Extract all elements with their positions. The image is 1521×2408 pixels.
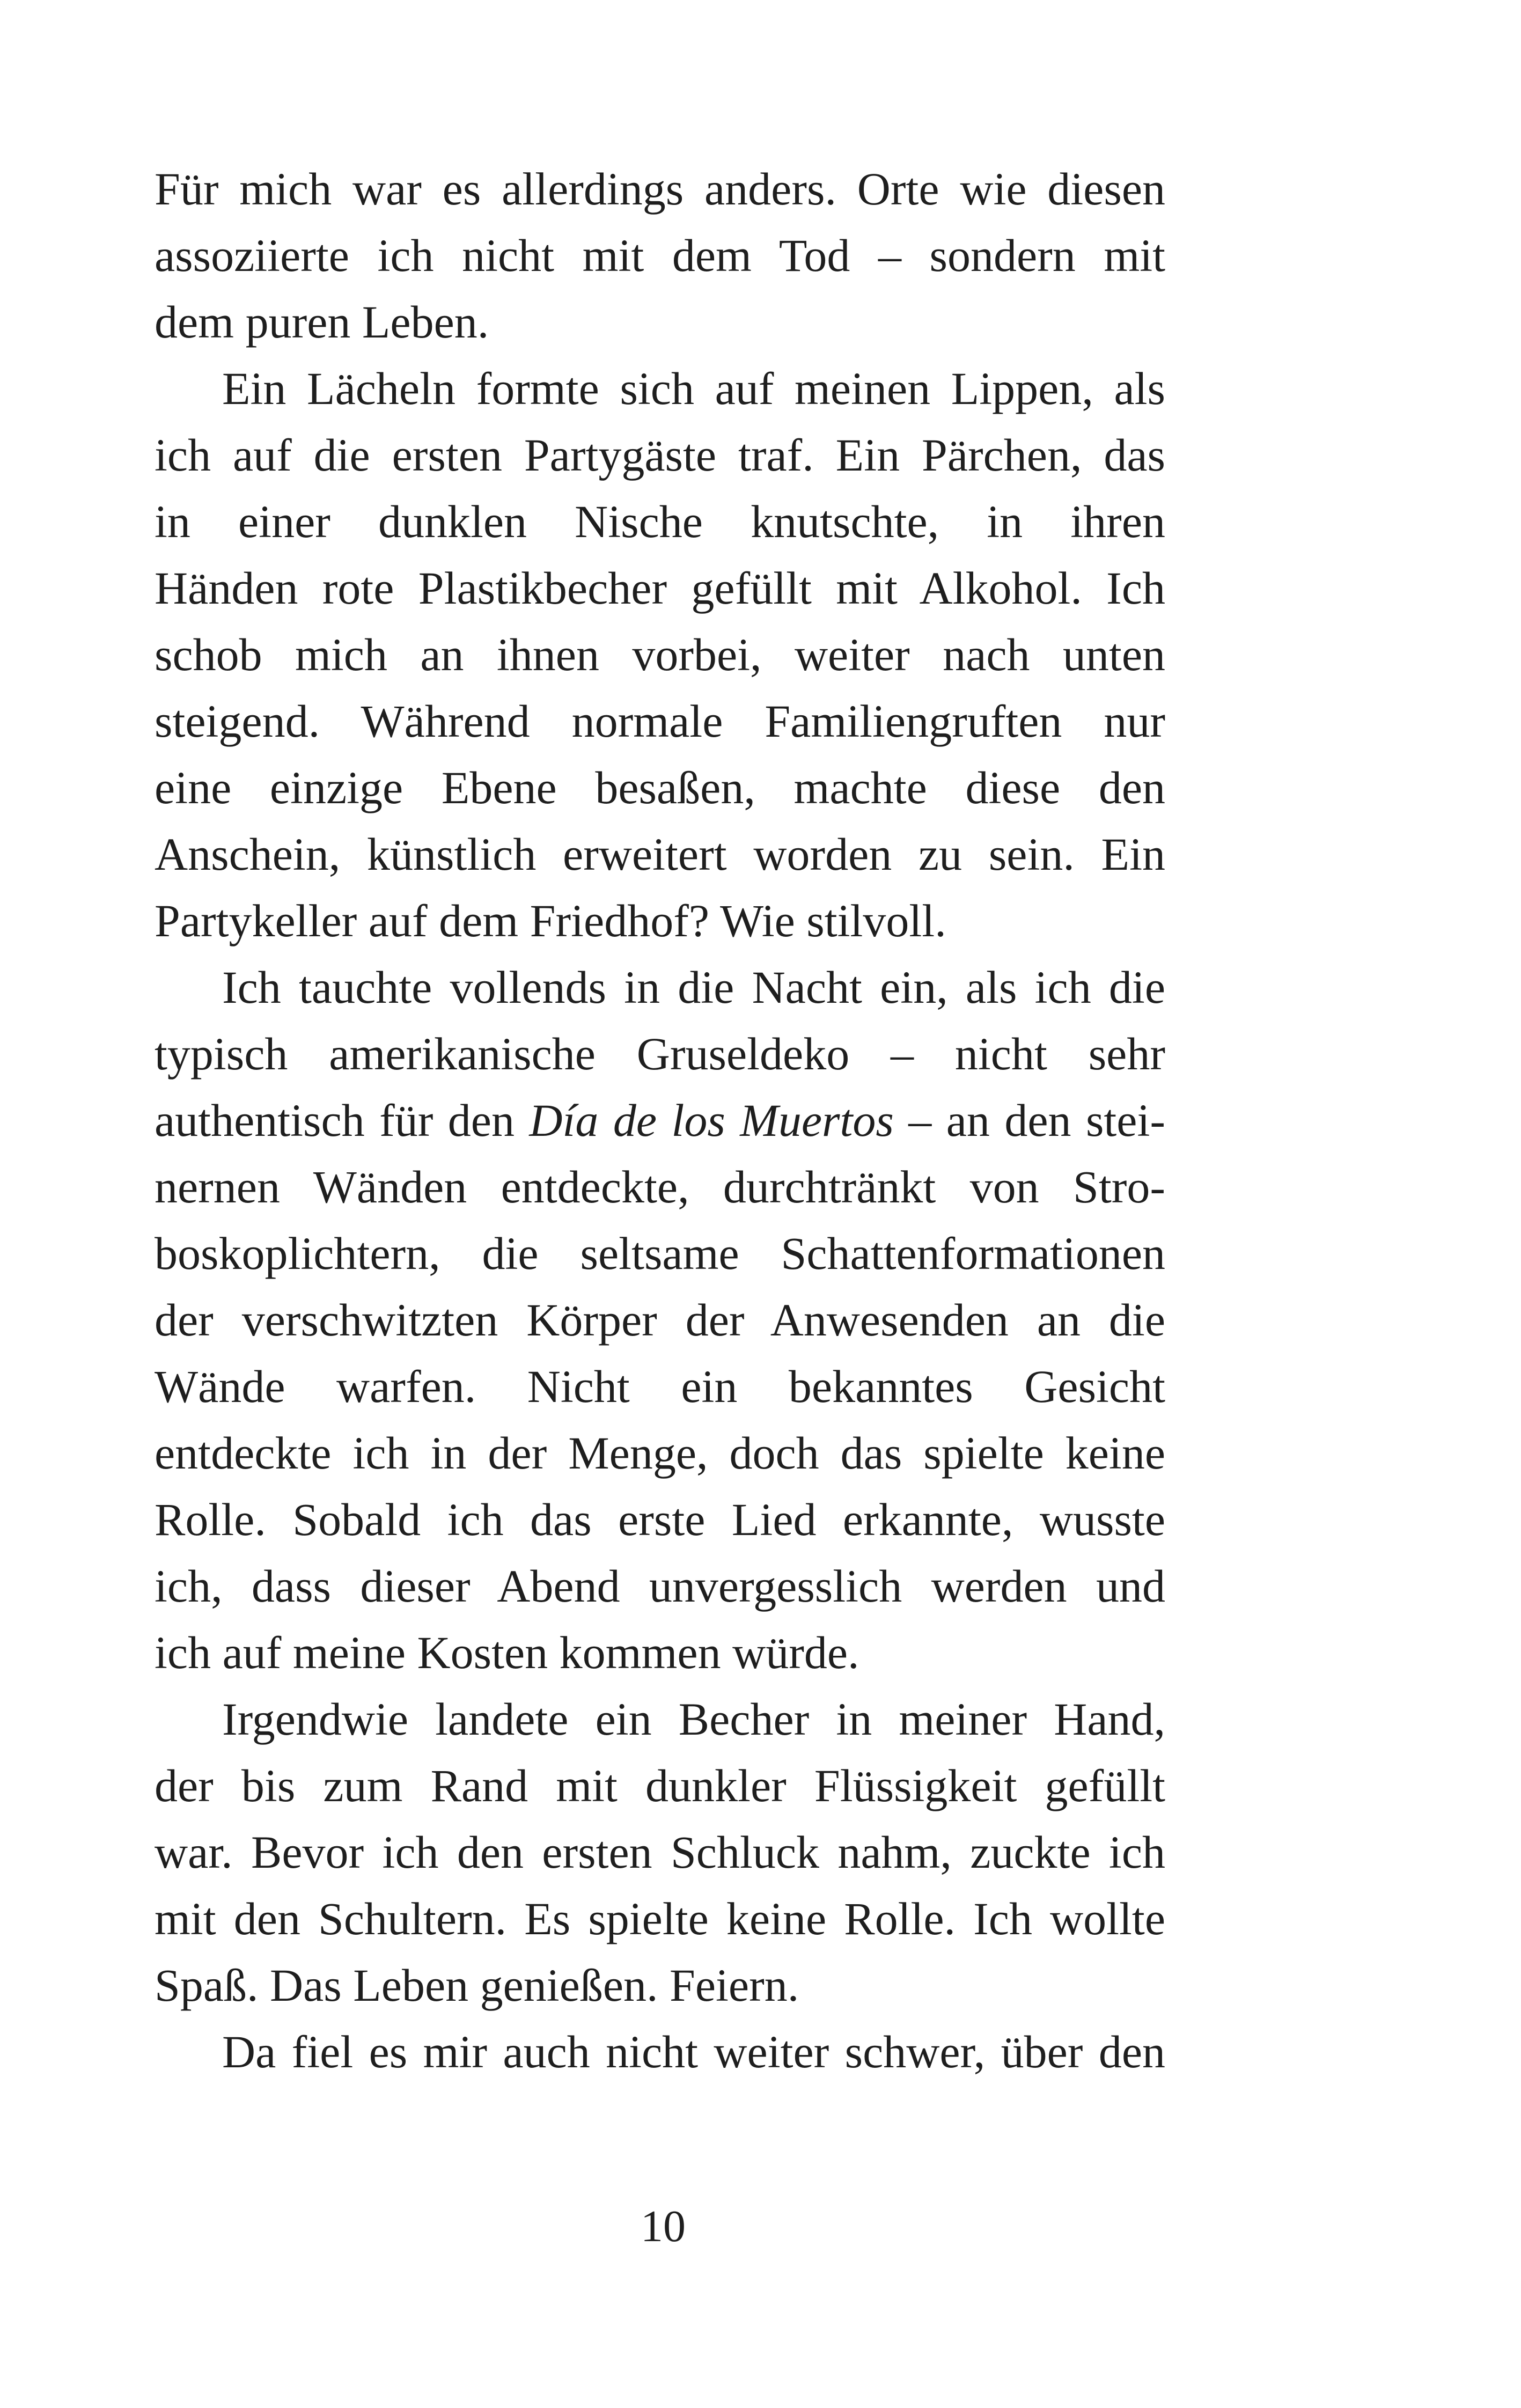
text-line: dem puren Leben.	[155, 296, 489, 348]
text-line: mit den Schultern. Es spielte keine Rolle. Ich wollte	[155, 1893, 1165, 1944]
text-line: ich auf die ersten Partygäste traf. Ein Pärchen, das	[155, 429, 1165, 481]
text-line: der verschwitzten Körper der Anwesenden an die	[155, 1294, 1165, 1346]
text-line: typisch amerikanische Gruseldeko – nicht sehr	[155, 1028, 1165, 1080]
text-line: Ein Lächeln formte sich auf meinen Lippen, als	[222, 363, 1165, 414]
text-line: ich, dass dieser Abend unvergesslich werden und	[155, 1560, 1165, 1612]
text-line: Händen rote Plastikbecher gefüllt mit Alkohol. Ich	[155, 562, 1165, 614]
text-line: entdeckte ich in der Menge, doch das spielte keine	[155, 1427, 1165, 1479]
text-line: der bis zum Rand mit dunkler Flüssigkeit gefüllt	[155, 1760, 1165, 1811]
text-line: eine einzige Ebene besaßen, machte diese den	[155, 762, 1165, 813]
text-line	[155, 1087, 1165, 1154]
text-line: Anschein, künstlich erweitert worden zu sein. Ein	[155, 828, 1165, 880]
text-line: Da fiel es mir auch nicht weiter schwer, über den	[222, 2026, 1165, 2077]
body-text	[155, 156, 1165, 2085]
text-line: war. Bevor ich den ersten Schluck nahm, zuckte ich	[155, 1826, 1165, 1878]
text-line: ich auf meine Kosten kommen würde.	[155, 1627, 859, 1678]
text-line: boskoplichtern, die seltsame Schattenformationen	[155, 1228, 1165, 1279]
text-line: Rolle. Sobald ich das erste Lied erkannte, wusste	[155, 1494, 1165, 1545]
text-line: schob mich an ihnen vorbei, weiter nach unten	[155, 629, 1165, 680]
text-line: Für mich war es allerdings anders. Orte wie diesen	[155, 163, 1165, 215]
text-line: Partykeller auf dem Friedhof? Wie stilvoll.	[155, 895, 946, 946]
text-line: Wände warfen. Nicht ein bekanntes Gesicht	[155, 1361, 1165, 1412]
text-line: in einer dunklen Nische knutschte, in ihren	[155, 496, 1165, 547]
text-line: steigend. Während normale Familiengruften nur	[155, 695, 1165, 747]
text-line: Ich tauchte vollends in die Nacht ein, als ich die	[222, 961, 1165, 1013]
page-number: 10	[641, 2201, 686, 2251]
text-segment: – an den stei-	[893, 1095, 1166, 1146]
text-line: Spaß. Das Leben genießen. Feiern.	[155, 1959, 799, 2011]
italic-title: Día de los Muertos	[529, 1095, 894, 1146]
text-line: Irgendwie landete ein Becher in meiner Hand,	[222, 1693, 1165, 1745]
text-line: assoziierte ich nicht mit dem Tod – sondern mit	[155, 230, 1165, 281]
text-line: nernen Wänden entdeckte, durchtränkt von Stro-	[155, 1161, 1165, 1213]
text-segment: authentisch für den	[155, 1095, 530, 1146]
